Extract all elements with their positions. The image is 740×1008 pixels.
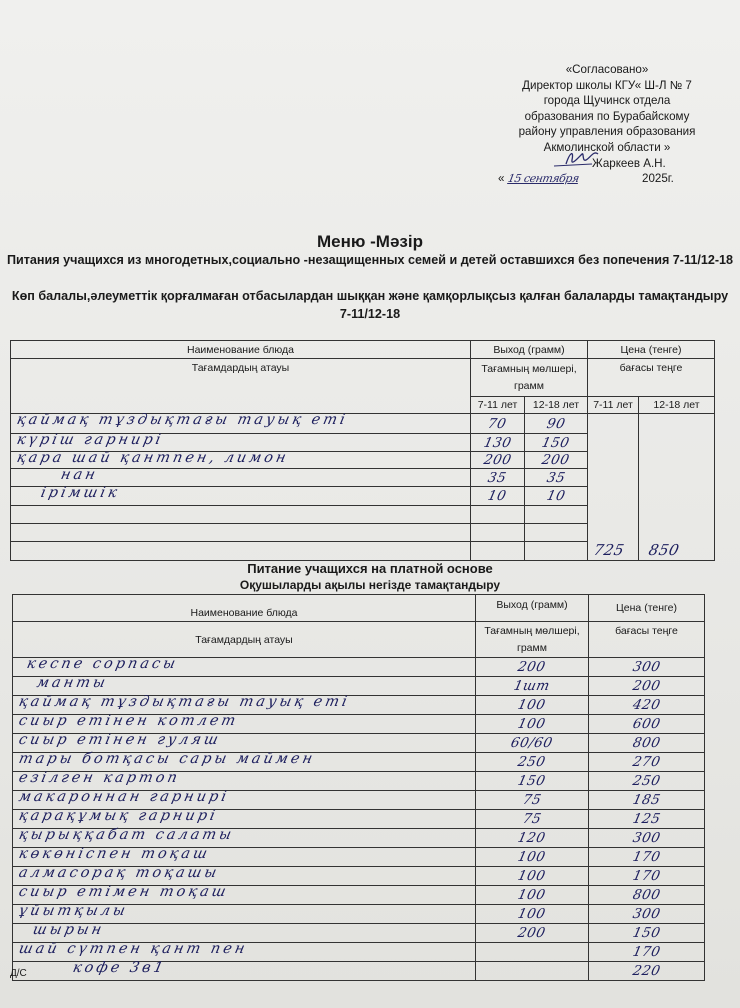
ds-label: Д/С: [10, 968, 27, 979]
date-quote: «: [498, 172, 505, 186]
signature-row: [492, 156, 722, 172]
signer-name: Жаркеев А.Н.: [592, 156, 666, 170]
subtitle-kz: Көп балалы,әлеуметтік қорғалмаған отбасылардан шыққан және қамқорлықсыз қалған балаларды тамақтандыру 7-11/12-18: [11, 289, 729, 321]
dish-price: 220: [631, 963, 662, 979]
dish-price: 250: [631, 773, 662, 789]
dish-price: 170: [631, 868, 662, 884]
dish-output: 150: [516, 773, 548, 789]
dish-name: ірімшік: [39, 485, 122, 501]
dish-price: 125: [631, 811, 662, 827]
output-12-18: 10: [545, 488, 567, 504]
header-output-ru: Выход (грамм): [471, 341, 588, 359]
dish-output: 100: [516, 849, 548, 865]
dish-output: 100: [516, 906, 548, 922]
dish-output: 250: [516, 754, 548, 770]
dish-price: 600: [631, 716, 662, 732]
dish-price: 185: [631, 792, 662, 808]
dish-output: 200: [516, 925, 548, 941]
dish-name: нан: [59, 467, 100, 483]
handwritten-signature: [552, 146, 612, 172]
table-row-empty: [11, 542, 471, 561]
dish-name: көкөніспен тоқаш: [17, 846, 212, 862]
dish-price: 300: [631, 659, 662, 675]
dish-price: 300: [631, 906, 662, 922]
header-age: 7-11 лет: [588, 397, 639, 414]
approval-line: города Щучинск отдела: [543, 94, 671, 108]
dish-name: шырын: [31, 922, 106, 938]
table-row-dish: [13, 791, 476, 810]
dish-name: езілген картоп: [17, 770, 182, 786]
table-row-dish: [13, 867, 476, 886]
subtitle-ru: Питания учащихся из многодетных,социально -незащищенных семей и детей оставшихся без попечения 7-11/12-18: [6, 253, 734, 267]
dish-price: 300: [631, 830, 662, 846]
header-price-ru: Цена (тенге): [588, 341, 715, 359]
table-row-dish: [13, 924, 476, 943]
header-output-ru: Выход (грамм): [476, 595, 589, 622]
output-7-11: 200: [482, 452, 513, 468]
dish-name: кеспе сорпасы: [25, 656, 180, 672]
dish-output: 100: [516, 887, 548, 903]
header-price-kz: бағасы теңге: [589, 622, 705, 658]
output-12-18: 200: [540, 452, 572, 468]
output-7-11: 130: [482, 434, 513, 451]
header-age: 7-11 лет: [471, 397, 525, 414]
approval-line: Акмолинской области »: [543, 140, 671, 154]
dish-price: 200: [631, 678, 662, 694]
dish-name: сиыр етімен тоқаш: [17, 884, 231, 900]
dish-name: макароннан гарнирі: [17, 789, 231, 805]
table-row-dish: [13, 696, 476, 715]
dish-name: қаймақ тұздықтағы тауық еті: [15, 412, 350, 428]
dish-name: тары ботқасы сары маймен: [17, 751, 317, 767]
table-row-dish: [13, 734, 476, 753]
table-row-dish: [11, 469, 471, 487]
header-output-kz: Тағамның мөлшері, грамм: [476, 622, 589, 658]
page-title: Меню -Мәзір: [317, 232, 423, 251]
price-12-18-cell: [639, 414, 715, 561]
output-12-18: 90: [545, 415, 567, 432]
dish-name: шай сүтпен қант пен: [17, 941, 250, 957]
output-12-18: 150: [540, 434, 572, 451]
table-row-dish: [13, 677, 476, 696]
price-7-11-cell: [588, 414, 639, 561]
dish-name: алмасорақ тоқашы: [17, 865, 221, 881]
approval-line: району управления образования: [518, 125, 696, 139]
handwritten-date: 15 сентября: [506, 172, 580, 186]
dish-name: манты: [35, 675, 110, 691]
output-12-18: 35: [545, 469, 567, 486]
total-12-18: 850: [647, 541, 682, 559]
dish-name: сиыр етінен гуляш: [17, 732, 223, 748]
dish-price: 170: [631, 944, 662, 960]
output-7-11: 35: [486, 469, 509, 486]
dish-name: ұйытқылы: [17, 903, 130, 919]
table-row-empty: [11, 506, 471, 524]
header-age: 12-18 лет: [525, 397, 588, 414]
menu-table-paid: [12, 594, 705, 981]
dish-name: қара шай қантпен, лимон: [15, 450, 291, 466]
dish-output: 100: [516, 868, 548, 884]
table-row-dish: [13, 962, 476, 981]
table-row-dish: [13, 753, 476, 772]
table-row-dish: [13, 829, 476, 848]
dish-output: 1шт: [512, 678, 552, 694]
dish-name: күріш гарнирі: [15, 432, 165, 448]
approval-date: [492, 171, 722, 187]
dish-output: 100: [516, 697, 548, 713]
dish-price: 170: [631, 849, 662, 865]
header-dish-ru: Наименование блюда: [13, 595, 476, 622]
table-row-dish: [11, 452, 471, 469]
table-row-dish: [11, 487, 471, 506]
table-row-dish: [13, 810, 476, 829]
section-title-kz: Оқушыларды ақылы негізде тамақтандыру: [239, 578, 501, 592]
date-year: 2025г.: [642, 172, 674, 186]
output-7-11: 10: [486, 488, 509, 504]
dish-price: 270: [631, 754, 662, 770]
dish-output: 120: [516, 830, 548, 846]
header-price-ru: Цена (тенге): [589, 595, 705, 622]
dish-output: 100: [516, 716, 548, 732]
table-row-dish: [13, 943, 476, 962]
menu-table-free: [10, 340, 715, 561]
dish-price: 420: [631, 697, 662, 713]
total-7-11: 725: [592, 541, 627, 559]
dish-price: 150: [631, 925, 662, 941]
table-row-dish: [13, 886, 476, 905]
dish-output: 60/60: [509, 735, 555, 751]
header-price-kz: бағасы теңге: [588, 359, 715, 397]
dish-name: кофе 3в1: [71, 960, 168, 976]
header-dish-kz: Тағамдардың атауы: [13, 622, 476, 658]
dish-name: қаймақ тұздықтағы тауық еті: [17, 694, 352, 710]
approval-block: [492, 62, 722, 187]
approval-line: Директор школы КГУ« Ш-Л № 7: [522, 78, 692, 92]
header-age: 12-18 лет: [639, 397, 715, 414]
dish-price: 800: [631, 735, 662, 751]
table-row-dish: [13, 658, 476, 677]
table-row-empty: [11, 524, 471, 542]
approval-line: образования по Бурабайскому: [524, 109, 690, 123]
output-7-11: 70: [486, 415, 509, 432]
table-row-dish: [11, 414, 471, 434]
table-row-dish: [11, 434, 471, 452]
header-dish-ru: Наименование блюда: [11, 341, 471, 359]
dish-name: қырыққабат салаты: [17, 827, 236, 843]
approval-line: «Согласовано»: [565, 63, 649, 76]
table-row-dish: [13, 715, 476, 734]
section-title-ru: Питание учащихся на платной основе: [247, 561, 493, 576]
table-row-dish: [13, 905, 476, 924]
header-output-kz: Тағамның мөлшері, грамм: [471, 359, 588, 397]
header-dish-kz: Тағамдардың атауы: [11, 359, 471, 414]
table-row-dish: [13, 772, 476, 791]
table-row-dish: [13, 848, 476, 867]
dish-name: сиыр етінен котлет: [17, 713, 240, 729]
dish-output: 75: [521, 792, 543, 808]
ds-signature-line: [26, 980, 244, 981]
dish-price: 800: [631, 887, 662, 903]
dish-name: қарақұмық гарнирі: [17, 808, 220, 824]
dish-output: 75: [521, 811, 543, 827]
dish-output: 200: [516, 659, 548, 675]
